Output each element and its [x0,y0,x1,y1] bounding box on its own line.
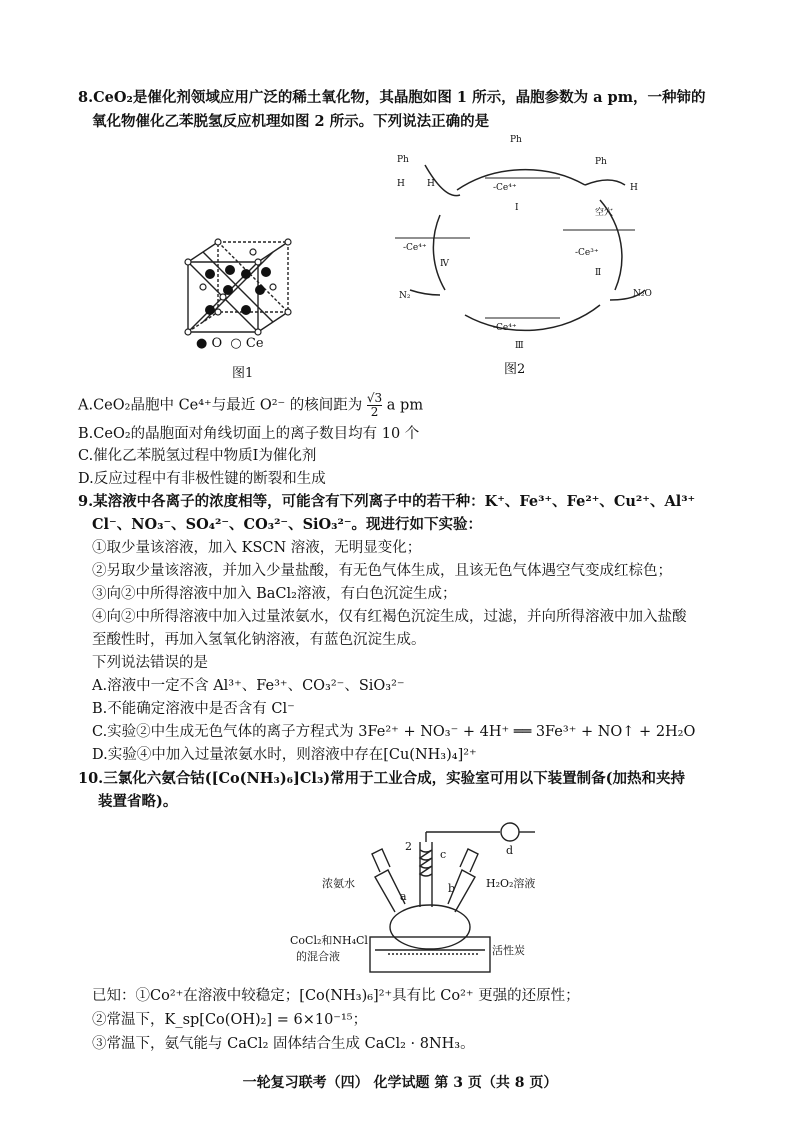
apparatus-figure [280,822,570,982]
svg-text:CoCl₂和NH₄Cl: CoCl₂和NH₄Cl [290,934,368,947]
svg-text:Ⅰ: Ⅰ [515,203,519,213]
q9-option-a: A.溶液中一定不含 Al³⁺、Fe³⁺、CO₃²⁻、SiO₃²⁻ [92,678,405,694]
svg-text:H: H [397,179,405,189]
svg-text:H: H [630,183,638,193]
q9-exp4-line1: ④向②中所得溶液中加入过量浓氨水，仅有红褐色沉淀生成，过滤，并向所得溶液中加入盐酸 [92,609,687,625]
q10-known3: ③常温下，氨气能与 CaCl₂ 固体结合生成 CaCl₂ · 8NH₃。 [92,1036,475,1052]
q8-option-a: A.CeO₂晶胞中 Ce⁴⁺与最近 O²⁻ 的核间距为 $\frac{√3}{2}$ a pm [78,391,424,419]
q9-exp1: ①取少量该溶液，加入 KSCN 溶液，无明显变化； [92,540,422,556]
svg-text:-Ce⁴⁺: -Ce⁴⁺ [493,323,517,333]
q9-exp2: ②另取少量该溶液，并加入少量盐酸，有无色气体生成，且该无色气体遇空气变成红棕色； [92,563,672,579]
svg-text:活性炭: 活性炭 [492,944,525,957]
svg-text:-Ce³⁺: -Ce³⁺ [575,248,599,258]
svg-text:b: b [448,882,456,895]
q9-exp3: ③向②中所得溶液中加入 BaCl₂溶液，有白色沉淀生成； [92,586,457,602]
q10-known1: 已知：①Co²⁺在溶液中较稳定；[Co(NH₃)₆]²⁺具有比 Co²⁺ 更强的还原性； [92,988,580,1004]
q9-exp4-line2: 至酸性时，再加入氢氧化钠溶液，有蓝色沉淀生成。 [92,632,426,648]
fig1-legend: ● O ○ Ce [196,336,264,351]
catalytic-cycle-figure [385,130,670,360]
q8-stem-line1: 8.CeO₂是催化剂领域应用广泛的稀土氧化物，其晶胞如图 1 所示，晶胞参数为 a pm，一种铈的 [78,89,706,106]
svg-text:c: c [440,848,447,861]
q10-stem-line2: 装置省略)。 [98,793,178,810]
page-footer: 一轮复习联考（四） 化学试题 第 3 页（共 8 页） [242,1075,558,1091]
q9-option-c: C.实验②中生成无色气体的离子方程式为 3Fe²⁺ + NO₃⁻ + 4H⁺ ══ 3Fe³⁺ + NO↑ + 2H₂O [92,724,696,740]
q9-ask: 下列说法错误的是 [92,655,208,671]
svg-text:-Ce⁴⁺: -Ce⁴⁺ [493,183,517,193]
svg-text:H₂O₂溶液: H₂O₂溶液 [486,877,536,890]
q9-stem-line2: Cl⁻、NO₃⁻、SO₄²⁻、CO₃²⁻、SiO₃²⁻。现进行如下实验： [92,516,483,533]
svg-text:Ⅲ: Ⅲ [515,341,524,351]
fig2-ph-top: Ph [510,135,522,145]
svg-text:N₂O: N₂O [633,289,652,299]
q10-known2: ②常温下，K_sp[Co(OH)₂] = 6×10⁻¹⁵； [92,1012,368,1028]
q8-option-b: B.CeO₂的晶胞面对角线切面上的离子数目均有 10 个 [78,426,420,442]
svg-text:2: 2 [405,840,412,853]
svg-text:d: d [506,844,514,857]
svg-text:Ph: Ph [397,155,409,165]
fig1-caption: 图1 [232,366,254,381]
svg-text:-Ce⁴⁺: -Ce⁴⁺ [403,243,427,253]
svg-text:N₂: N₂ [399,291,411,301]
fig2-caption: 图2 [504,362,526,377]
q9-option-d: D.实验④中加入过量浓氨水时，则溶液中存在[Cu(NH₃)₄]²⁺ [92,747,477,763]
svg-text:Ⅳ: Ⅳ [440,259,449,269]
svg-text:a: a [400,890,407,903]
svg-text:Ⅱ: Ⅱ [595,268,602,278]
q8-stem-line2: 氧化物催化乙苯脱氢反应机理如图 2 所示。下列说法正确的是 [92,113,490,130]
svg-text:H: H [427,179,435,189]
svg-text:浓氨水: 浓氨水 [322,877,355,890]
q9-option-b: B.不能确定溶液中是否含有 Cl⁻ [92,701,295,717]
q10-stem-line1: 10.三氯化六氨合钴([Co(NH₃)₆]Cl₃)常用于工业合成，实验室可用以下装置制备(加热和夹持 [78,770,686,787]
q8-option-c: C.催化乙苯脱氢过程中物质Ⅰ为催化剂 [78,448,317,464]
q8-option-d: D.反应过程中有非极性键的断裂和生成 [78,471,326,487]
svg-text:的混合液: 的混合液 [296,950,340,963]
q9-stem-line1: 9.某溶液中各离子的浓度相等，可能含有下列离子中的若干种：K⁺、Fe³⁺、Fe²⁺、Cu²⁺、Al³⁺ [78,493,696,510]
svg-text:空穴: 空穴 [595,208,614,218]
svg-text:Ph: Ph [595,157,607,167]
